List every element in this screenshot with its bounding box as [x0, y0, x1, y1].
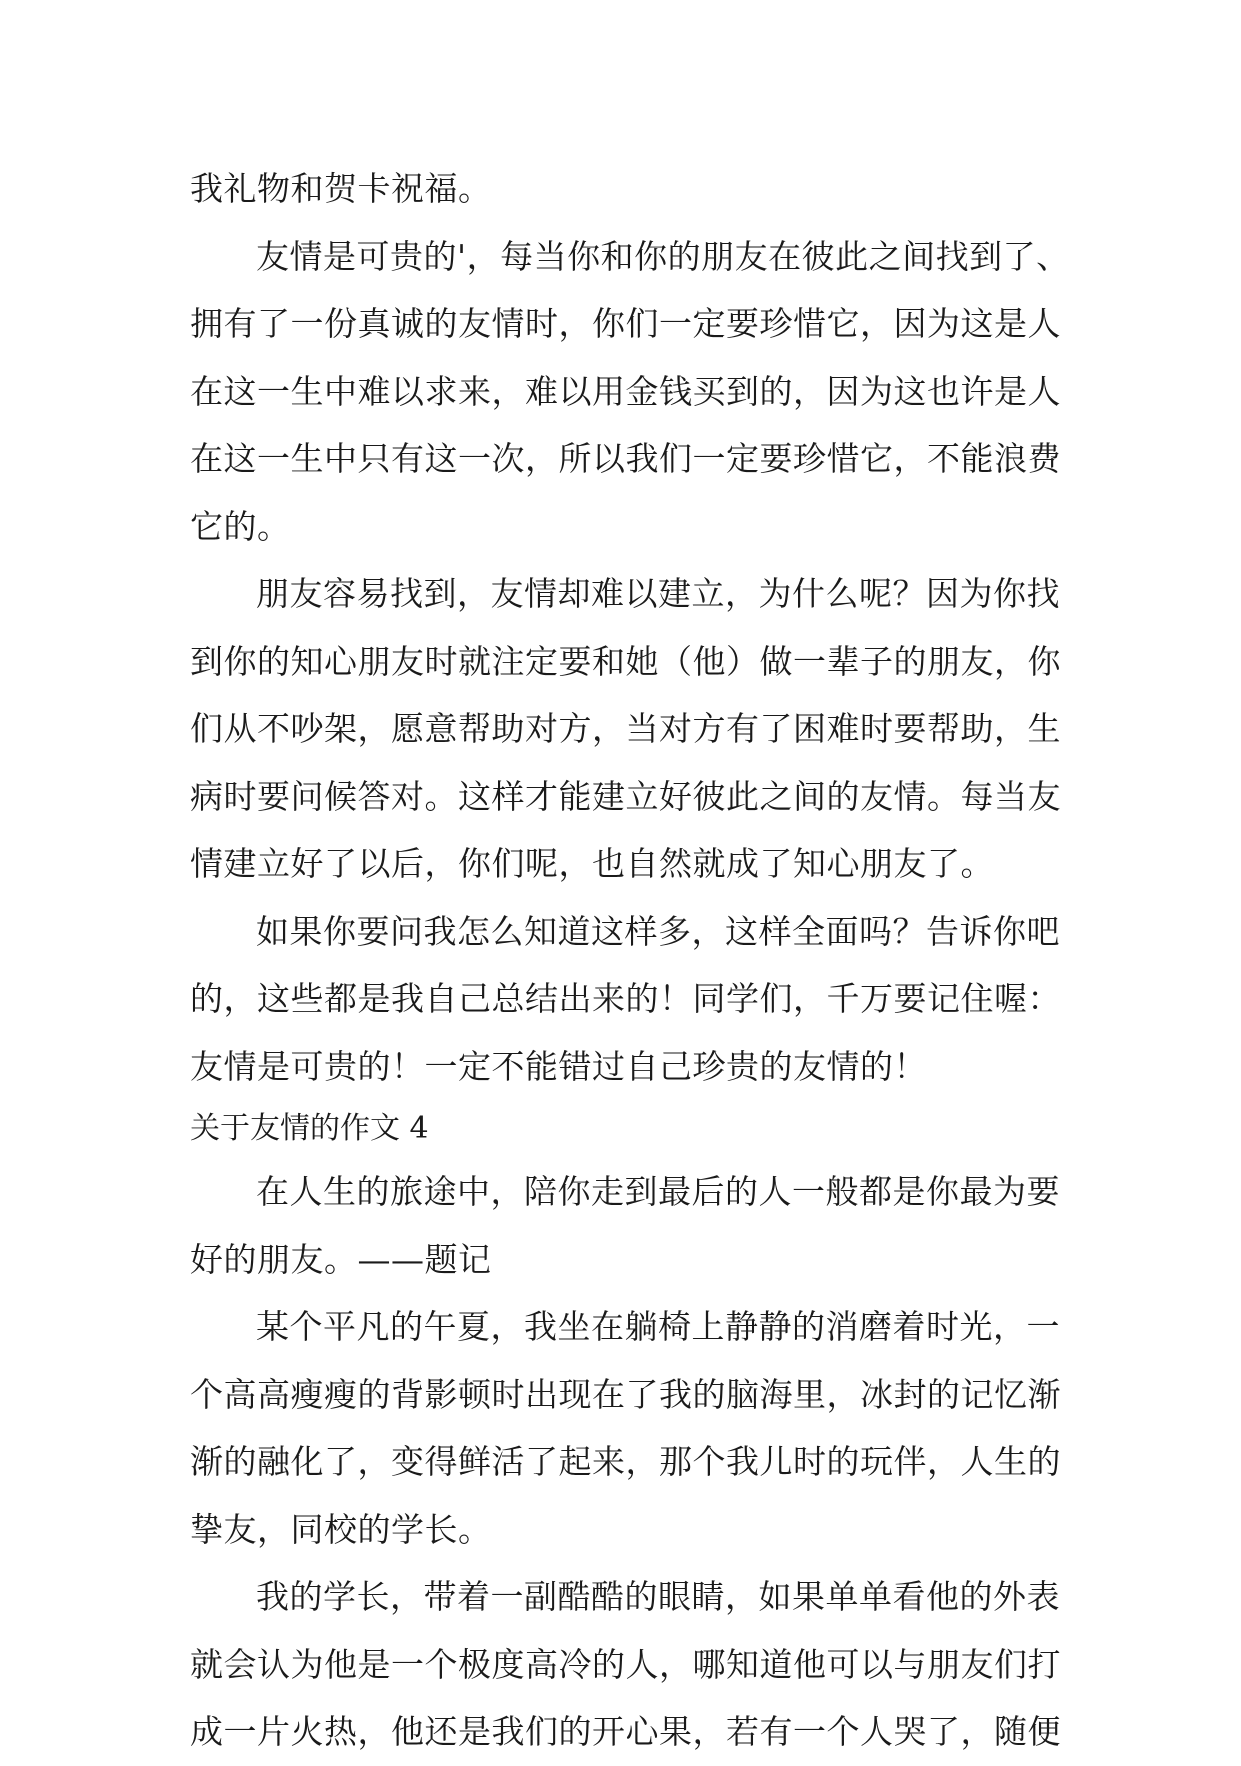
text-line: 挚友，同校的学长。	[190, 1509, 492, 1549]
paragraph-first-line: 朋友容易找到，友情却难以建立，为什么呢？因为你找	[256, 574, 1060, 613]
text-line: 渐的融化了，变得鲜活了起来，那个我儿时的玩伴，人生的	[190, 1442, 1061, 1481]
text-line: 到你的知心朋友时就注定要和她（他）做一辈子的朋友，你	[190, 641, 1061, 681]
text-line: 成一片火热，他还是我们的开心果，若有一个人哭了，随便	[190, 1712, 1061, 1751]
paragraph-first-line: 某个平凡的午夏，我坐在躺椅上静静的消磨着时光，一	[256, 1307, 1060, 1346]
text-line: 在这一生中难以求来，难以用金钱买到的，因为这也许是人	[190, 371, 1061, 411]
text-line: 它的。	[190, 506, 291, 546]
text-line: 就会认为他是一个极度高冷的人，哪知道他可以与朋友们打	[190, 1644, 1061, 1684]
paragraph-first-line: 在人生的旅途中，陪你走到最后的人一般都是你最为要	[256, 1172, 1060, 1211]
paragraph-first-line: 友情是可贵的'，每当你和你的朋友在彼此之间找到了、	[256, 236, 1070, 276]
text-line: 在这一生中只有这一次，所以我们一定要珍惜它，不能浪费	[190, 439, 1061, 478]
section-heading: 关于友情的作文 4	[190, 1111, 429, 1146]
text-line: 们从不吵架，愿意帮助对方，当对方有了困难时要帮助，生	[190, 709, 1061, 748]
document-page	[190, 155, 1070, 1766]
text-line: 拥有了一份真诚的友情时，你们一定要珍惜它，因为这是人	[190, 304, 1061, 343]
paragraph-first-line: 我的学长，带着一副酷酷的眼睛，如果单单看他的外表	[256, 1577, 1060, 1616]
text-line: 友情是可贵的！一定不能错过自己珍贵的友情的！	[190, 1046, 927, 1086]
text-line: 情建立好了以后，你们呢，也自然就成了知心朋友了。	[190, 844, 994, 883]
text-line: 好的朋友。——题记	[190, 1239, 492, 1279]
text-line: 个高高瘦瘦的背影顿时出现在了我的脑海里，冰封的记忆渐	[190, 1374, 1061, 1414]
text-line: 的，这些都是我自己总结出来的！同学们，千万要记住喔：	[190, 979, 1061, 1018]
text-line: 病时要问候答对。这样才能建立好彼此之间的友情。每当友	[190, 776, 1061, 816]
text-line: 我礼物和贺卡祝福。	[190, 169, 492, 208]
paragraph-first-line: 如果你要问我怎么知道这样多，这样全面吗？告诉你吧	[256, 911, 1060, 951]
